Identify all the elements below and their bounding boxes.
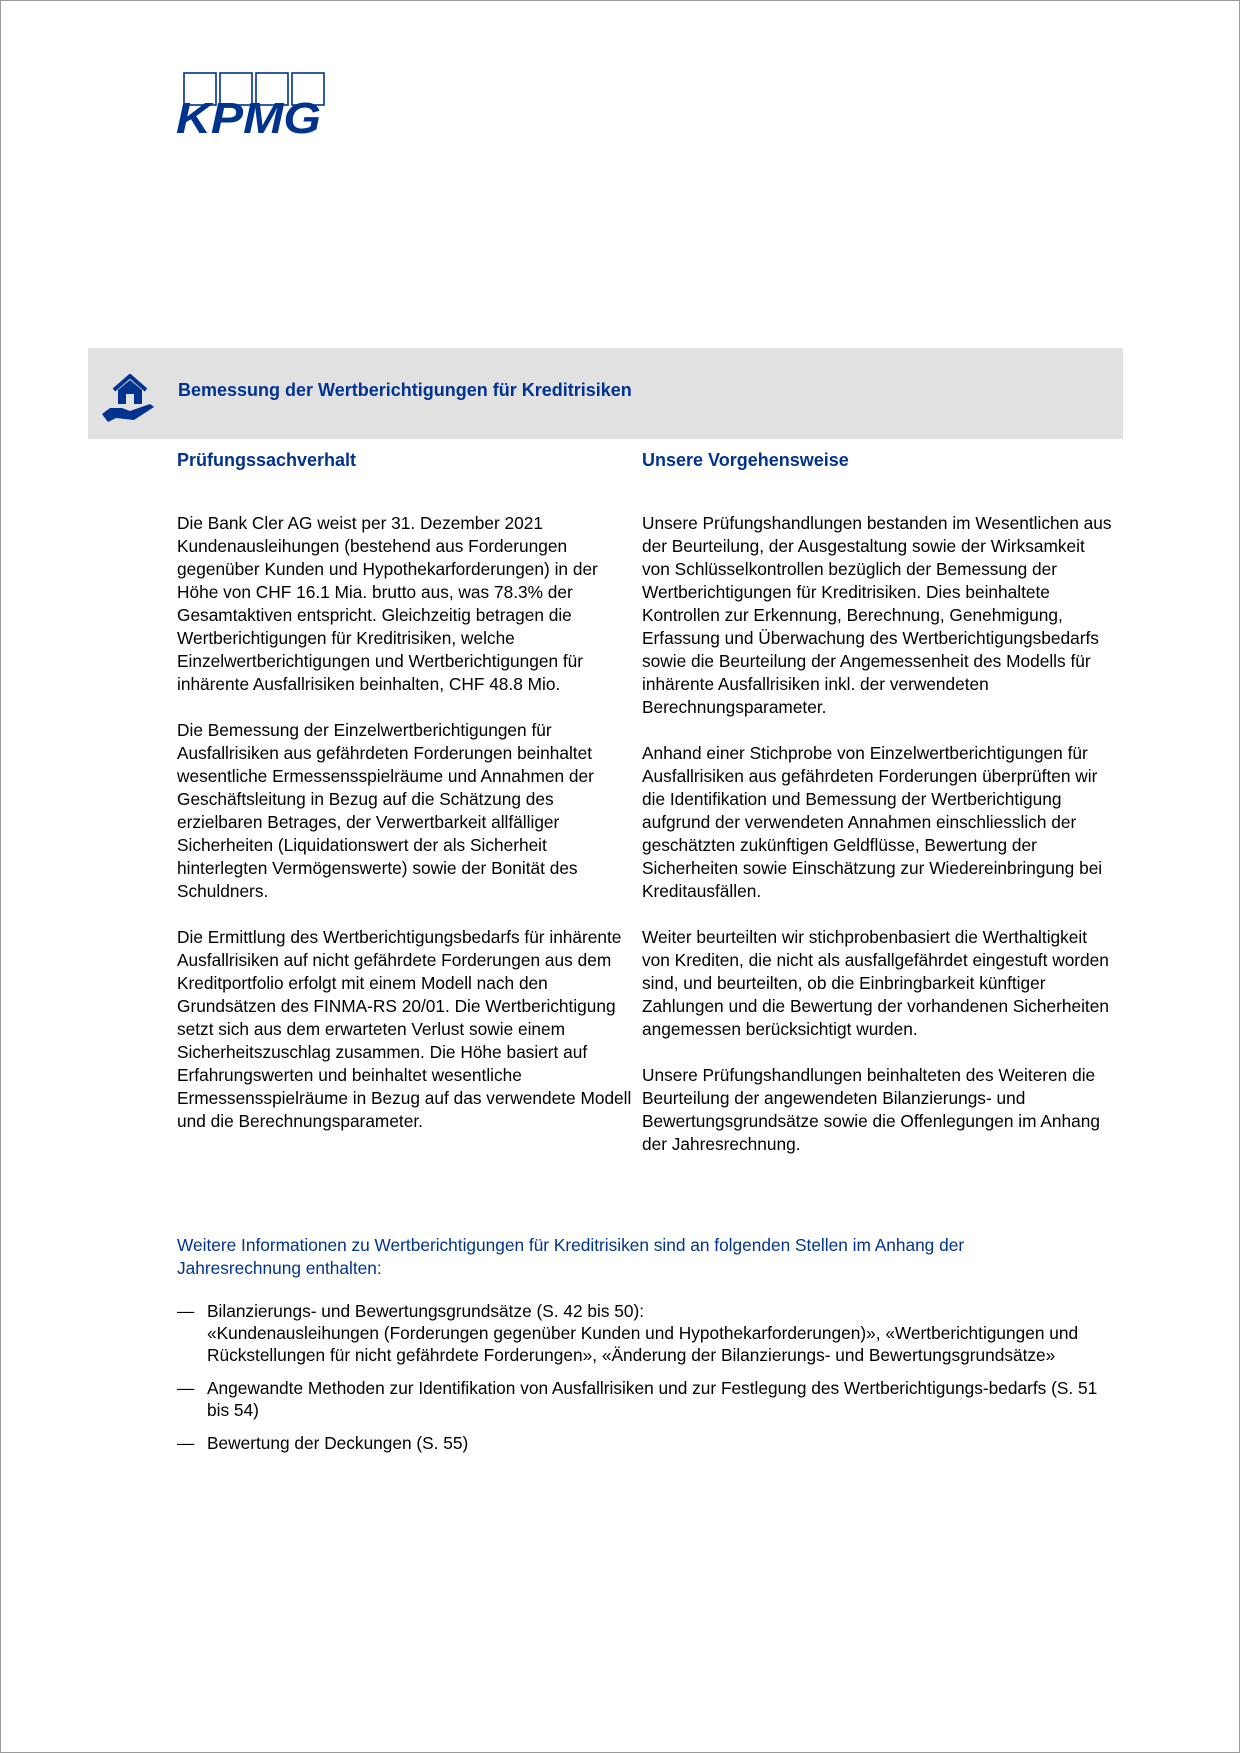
list-item [177, 1432, 1117, 1454]
reference-line: «Kundenausleihungen (Forderungen gegenüber Kunden und Hypothekarforderungen)», «Wertberichtigungen und Rückstellungen für nicht gefährdete Forderungen», «Änderung der Bilanzierungs- und Bewertungsgrundsätze» [207, 1323, 1079, 1365]
audit-matter-paragraph: Die Ermittlung des Wertberichtigungsbedarfs für inhärente Ausfallrisiken auf nicht gefährdete Forderungen aus dem Kreditportfolio erfolgt mit einem Modell nach den Grundsätzen des FINMA-RS 20/01. Die Wertberichtigung setzt sich aus dem erwarteten Verlust sowie einem Sicherheitszuschlag zusammen. Die Höhe basiert auf Erfahrungswerten und beinhaltet wesentliche Ermessensspielräume in Bezug auf das verwendete Modell und die Berechnungsparameter. [177, 927, 632, 1131]
further-info-text: Weitere Informationen zu Wertberichtigungen für Kreditrisiken sind an folgenden Stellen im Anhang der Jahresrechnung enthalten: [177, 1235, 965, 1278]
kpmg-logo [176, 72, 328, 136]
approach-heading: Unsere Vorgehensweise [642, 450, 849, 470]
reference-line: Bewertung der Deckungen (S. 55) [207, 1433, 469, 1453]
hand-house-icon [100, 364, 156, 422]
dash-bullet: — [177, 1433, 195, 1453]
audit-matter-column [177, 450, 637, 1156]
approach-paragraph: Weiter beurteilten wir stichprobenbasiert die Werthaltigkeit von Krediten, die nicht als ausfallgefährdet eingestuft worden sind, und beurteilten, ob die Einbringbarkeit künftiger Zahlungen und die Bewertung der vorhandenen Sicherheiten angemessen berücksichtigt wurden. [642, 927, 1109, 1039]
section-banner [88, 348, 1123, 439]
reference-line: Bilanzierungs- und Bewertungsgrundsätze (S. 42 bis 50): [207, 1301, 645, 1321]
list-item [177, 1300, 1117, 1366]
dash-bullet: — [177, 1378, 195, 1398]
audit-matter-paragraph: Die Bemessung der Einzelwertberichtigungen für Ausfallrisiken aus gefährdeten Forderungen beinhaltet wesentliche Ermessensspielräume und Annahmen der Geschäftsleitung in Bezug auf die Schätzung des erzielbaren Betrages, der Verwertbarkeit allfälliger Sicherheiten (Liquidationswert der als Sicherheit hinterlegten Vermögenswerte) sowie der Bonität des Schuldners. [177, 720, 594, 901]
approach-paragraph: Unsere Prüfungshandlungen beinhalteten des Weiteren die Beurteilung der angewendeten Bilanzierungs- und Bewertungsgrundsätze sowie die Offenlegungen im Anhang der Jahresrechnung. [642, 1065, 1100, 1154]
approach-paragraph: Anhand einer Stichprobe von Einzelwertberichtigungen für Ausfallrisiken aus gefährdeten Forderungen überprüften wir die Identifikation und Bemessung der Wertberichtigung aufgrund der verwendeten Annahmen einschliesslich der geschätzten zukünftigen Geldflüsse, Bewertung der Sicherheiten sowie Einschätzung zur Wiedereinbringung bei Kreditausfällen. [642, 743, 1103, 901]
reference-list [177, 1300, 1117, 1465]
reference-line: Angewandte Methoden zur Identifikation von Ausfallrisiken und zur Festlegung des Wertberichtigungs-bedarfs (S. 51 bis 54) [207, 1378, 1098, 1420]
dash-bullet: — [177, 1301, 195, 1321]
kpmg-logo-text: KPMG [176, 94, 321, 136]
approach-paragraph: Unsere Prüfungshandlungen bestanden im Wesentlichen aus der Beurteilung, der Ausgestaltung sowie der Wirksamkeit von Schlüsselkontrollen bezüglich der Bemessung der Wertberichtigungen für Kreditrisiken. Dies beinhaltete Kontrollen zur Erkennung, Berechnung, Genehmigung, Erfassung und Überwachung des Wertberichtigungsbedarfs sowie die Beurteilung der Angemessenheit des Modells für inhärente Ausfallrisiken inkl. der verwendeten Berechnungsparameter. [642, 513, 1112, 717]
audit-matter-heading: Prüfungssachverhalt [177, 450, 357, 470]
approach-column [642, 450, 1112, 1179]
section-title: Bemessung der Wertberichtigungen für Kreditrisiken [178, 380, 632, 400]
list-item [177, 1377, 1117, 1421]
audit-matter-paragraph: Die Bank Cler AG weist per 31. Dezember 2021 Kundenausleihungen (bestehend aus Forderungen gegenüber Kunden und Hypothekarforderungen) in der Höhe von CHF 16.1 Mia. brutto aus, was 78.3% der Gesamtaktiven entspricht. Gleichzeitig betragen die Wertberichtigungen für Kreditrisiken, welche Einzelwertberichtigungen und Wertberichtigungen für inhärente Ausfallrisiken beinhalten, CHF 48.8 Mio. [177, 513, 598, 694]
